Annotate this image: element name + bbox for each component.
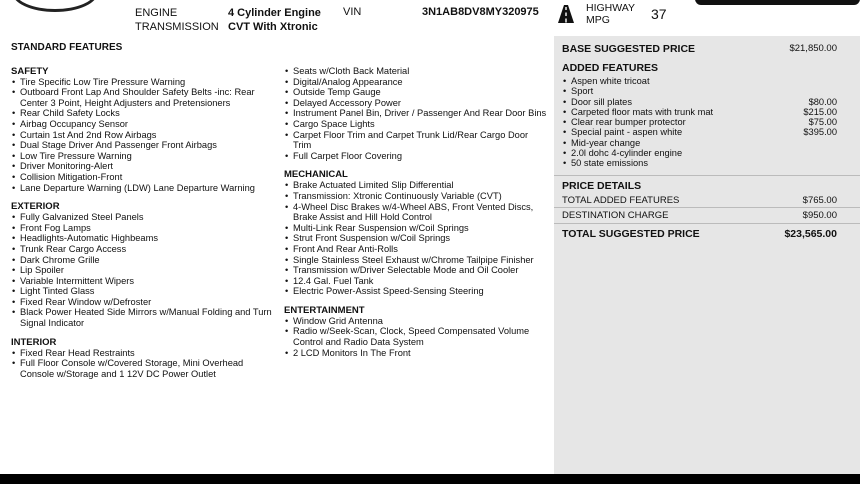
divider <box>554 223 860 224</box>
transmission-label: TRANSMISSION <box>135 21 219 33</box>
list-item: • Lane Departure Warning (LDW) Lane Departure Warning <box>11 183 273 194</box>
list-item: • Rear Child Safety Locks <box>11 108 273 119</box>
entertainment-heading: ENTERTAINMENT <box>284 304 365 316</box>
destination-label: DESTINATION CHARGE <box>562 210 669 221</box>
safety-list <box>11 77 273 194</box>
added-feature-label: Aspen white tricoat <box>571 76 650 86</box>
list-item: • Transmission w/Driver Selectable Mode and Oil Cooler <box>284 265 548 276</box>
vin-label: VIN <box>343 6 362 18</box>
base-price-value: $21,850.00 <box>789 43 837 54</box>
transmission-value: CVT With Xtronic <box>228 21 318 33</box>
base-price-row <box>562 43 837 55</box>
list-item: • Cargo Space Lights <box>284 119 548 130</box>
list-item: • Black Power Heated Side Mirrors w/Manual Folding and Turn Signal Indicator <box>11 307 273 328</box>
list-item <box>562 107 837 117</box>
list-item: • Headlights-Automatic Highbeams <box>11 233 273 244</box>
features-column-right <box>284 66 548 366</box>
brand-logo <box>12 0 98 12</box>
total-suggested-label: TOTAL SUGGESTED PRICE <box>562 228 700 240</box>
list-item <box>562 138 837 148</box>
header-dark-box <box>695 0 860 5</box>
entertainment-list <box>284 316 548 358</box>
added-features-heading: ADDED FEATURES <box>562 62 659 74</box>
standard-features-title: STANDARD FEATURES <box>11 42 123 53</box>
list-item: • Strut Front Suspension w/Coil Springs <box>284 233 548 244</box>
destination-value: $950.00 <box>802 210 837 221</box>
list-item: • Front Fog Lamps <box>11 223 273 234</box>
interior-list <box>11 348 273 380</box>
features-column-left <box>11 43 273 387</box>
mechanical-list <box>284 180 548 297</box>
list-item: • Outboard Front Lap And Shoulder Safety Belts -inc: Rear Center 3 Point, Height Adjusters and Pretensioners <box>11 87 273 108</box>
added-feature-label: 50 state emissions <box>571 158 648 169</box>
list-item: • Single Stainless Steel Exhaust w/Chrome Tailpipe Finisher <box>284 255 548 266</box>
highway-label-line1: HIGHWAY <box>586 2 635 14</box>
list-item: • 2 LCD Monitors In The Front <box>284 348 548 359</box>
list-item: • Dual Stage Driver And Passenger Front Airbags <box>11 140 273 151</box>
vin-value: 3N1AB8DV8MY320975 <box>422 6 539 18</box>
list-item: • Full Carpet Floor Covering <box>284 151 548 162</box>
added-feature-price: $75.00 <box>808 117 837 128</box>
highway-mpg-label <box>586 2 635 26</box>
bottom-bar <box>0 474 860 484</box>
list-item: • Instrument Panel Bin, Driver / Passenger And Rear Door Bins <box>284 108 548 119</box>
added-feature-label: Door sill plates <box>571 96 632 107</box>
divider <box>554 175 860 176</box>
list-item: • 12.4 Gal. Fuel Tank <box>284 276 548 287</box>
list-item <box>562 86 837 96</box>
total-suggested-row <box>562 228 837 240</box>
list-item: • Tire Specific Low Tire Pressure Warning <box>11 77 273 88</box>
interior-list-continued <box>284 66 548 161</box>
added-feature-label: Carpeted floor mats with trunk mat <box>571 106 714 117</box>
added-feature-label: Mid-year change <box>571 137 641 148</box>
exterior-heading: EXTERIOR <box>11 201 60 213</box>
list-item: • Front And Rear Anti-Rolls <box>284 244 548 255</box>
list-item: • Outside Temp Gauge <box>284 87 548 98</box>
list-item: • Multi-Link Rear Suspension w/Coil Springs <box>284 223 548 234</box>
list-item: • 4-Wheel Disc Brakes w/4-Wheel ABS, Front Vented Discs, Brake Assist and Hill Hold Control <box>284 202 548 223</box>
list-item: • Collision Mitigation-Front <box>11 172 273 183</box>
list-item <box>562 158 837 168</box>
list-item: • Low Tire Pressure Warning <box>11 151 273 162</box>
base-price-label: BASE SUGGESTED PRICE <box>562 43 696 55</box>
added-feature-price: $395.00 <box>803 127 837 138</box>
list-item: • Trunk Rear Cargo Access <box>11 244 273 255</box>
list-item: • Fixed Rear Head Restraints <box>11 348 273 359</box>
added-feature-label: 2.0l dohc 4-cylinder engine <box>571 148 683 159</box>
list-item: • Digital/Analog Appearance <box>284 77 548 88</box>
spec-values <box>228 6 321 34</box>
divider <box>554 207 860 208</box>
added-feature-label: Clear rear bumper protector <box>571 117 686 128</box>
list-item: • Radio w/Seek-Scan, Clock, Speed Compensated Volume Control and Radio Data System <box>284 326 548 347</box>
list-item: • Fixed Rear Window w/Defroster <box>11 297 273 308</box>
exterior-list <box>11 212 273 329</box>
added-feature-price: $215.00 <box>803 106 837 117</box>
list-item: • Carpet Floor Trim and Carpet Trunk Lid/Rear Cargo Door Trim <box>284 130 548 151</box>
list-item: • Curtain 1st And 2nd Row Airbags <box>11 130 273 141</box>
list-item: • Seats w/Cloth Back Material <box>284 66 548 77</box>
list-item: • Transmission: Xtronic Continuously Variable (CVT) <box>284 191 548 202</box>
total-added-row <box>562 195 837 206</box>
list-item: • Variable Intermittent Wipers <box>11 276 273 287</box>
list-item: • Delayed Accessory Power <box>284 98 548 109</box>
list-item: • Light Tinted Glass <box>11 286 273 297</box>
list-item: • Dark Chrome Grille <box>11 255 273 266</box>
added-feature-price: $80.00 <box>808 96 837 107</box>
added-feature-label: Special paint - aspen white <box>571 127 683 138</box>
engine-value: 4 Cylinder Engine <box>228 7 321 19</box>
list-item <box>562 117 837 127</box>
list-item: • Full Floor Console w/Covered Storage, Mini Overhead Console w/Storage and 1 12V DC Power Outlet <box>11 358 273 379</box>
list-item: • Window Grid Antenna <box>284 316 548 327</box>
list-item: • Fully Galvanized Steel Panels <box>11 212 273 223</box>
interior-heading: INTERIOR <box>11 336 57 348</box>
price-details-heading: PRICE DETAILS <box>562 180 642 192</box>
list-item <box>562 76 837 86</box>
added-features-list <box>562 76 837 169</box>
engine-label: ENGINE <box>135 7 178 19</box>
list-item: • Electric Power-Assist Speed-Sensing Steering <box>284 286 548 297</box>
list-item: • Brake Actuated Limited Slip Differential <box>284 180 548 191</box>
list-item <box>562 148 837 158</box>
list-item <box>562 97 837 107</box>
list-item: • Driver Monitoring-Alert <box>11 161 273 172</box>
highway-label-line2: MPG <box>586 14 610 26</box>
highway-mpg-value: 37 <box>651 6 667 22</box>
header-band <box>0 0 860 36</box>
list-item: • Lip Spoiler <box>11 265 273 276</box>
total-added-label: TOTAL ADDED FEATURES <box>562 195 680 206</box>
highway-icon <box>556 4 576 24</box>
spec-labels <box>135 6 219 34</box>
added-feature-label: Sport <box>571 86 594 97</box>
mechanical-heading: MECHANICAL <box>284 169 348 181</box>
list-item <box>562 127 837 137</box>
list-item: • Airbag Occupancy Sensor <box>11 119 273 130</box>
total-suggested-value: $23,565.00 <box>784 228 837 240</box>
destination-row <box>562 210 837 221</box>
total-added-value: $765.00 <box>802 195 837 206</box>
safety-heading: SAFETY <box>11 65 49 77</box>
price-panel <box>554 36 860 474</box>
